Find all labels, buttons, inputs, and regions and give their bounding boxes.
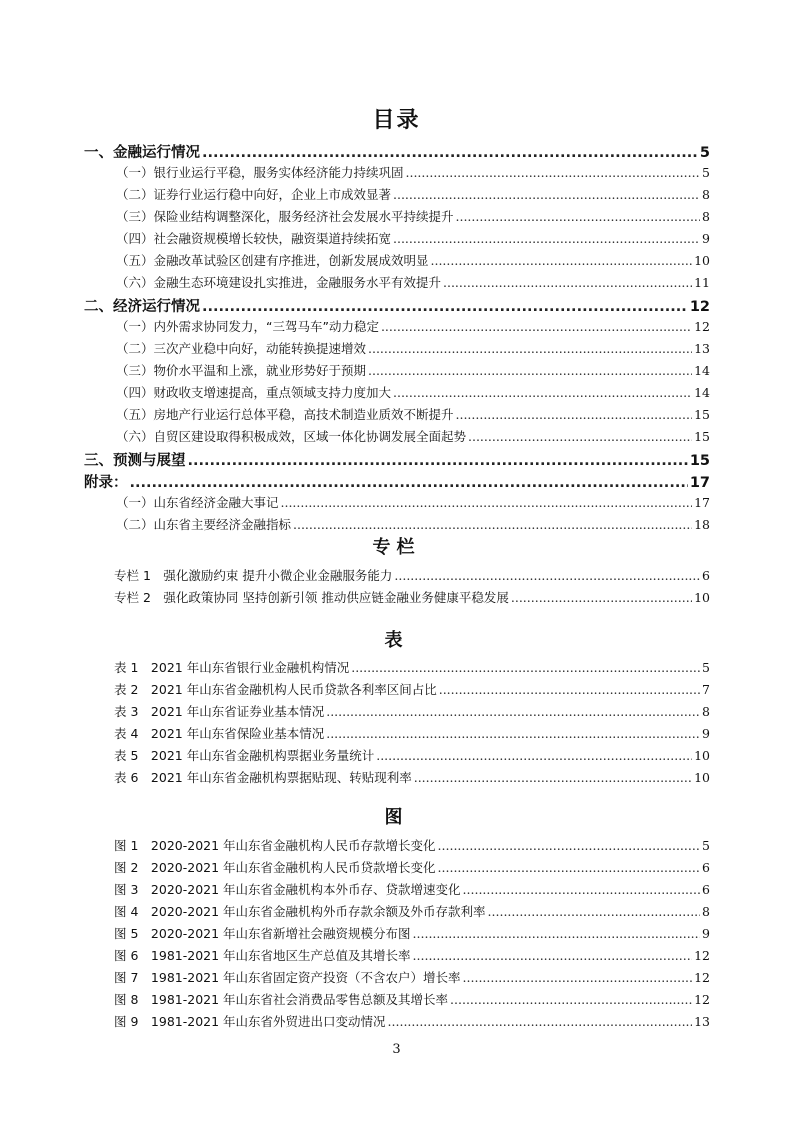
entry-page: 9 (702, 726, 710, 741)
entry-page: 8 (702, 209, 710, 224)
toc-entry[interactable] (84, 229, 710, 251)
entry-label: 附录： (84, 475, 128, 491)
entry-label: 表 1 2021 年山东省银行业金融机构情况 (114, 660, 350, 675)
entry-label: （一）山东省经济金融大事记 (116, 495, 279, 510)
entry-page: 13 (694, 1014, 710, 1029)
entry-page: 8 (702, 904, 710, 919)
entry-label: 图 3 2020-2021 年山东省金融机构本外币存、贷款增速变化 (114, 882, 461, 897)
table-entry[interactable] (84, 724, 710, 746)
columns-list (84, 566, 710, 610)
table-entry[interactable] (84, 680, 710, 702)
leader-dots (326, 726, 700, 741)
entry-label: 表 3 2021 年山东省证券业基本情况 (114, 704, 325, 719)
entry-page: 11 (694, 275, 710, 290)
table-entry[interactable] (84, 658, 710, 680)
leader-dots (202, 145, 698, 161)
leader-dots (393, 187, 700, 202)
leader-dots (463, 882, 701, 897)
entry-page: 5 (702, 838, 710, 853)
toc-entry[interactable] (84, 383, 710, 405)
entry-page: 10 (694, 770, 710, 785)
leader-dots (443, 275, 692, 290)
leader-dots (393, 231, 700, 246)
tables-list (84, 658, 710, 790)
leader-dots (394, 568, 700, 583)
entry-label: （五）房地产行业运行总体平稳，高技术制造业质效不断提升 (116, 407, 454, 422)
entry-page: 15 (689, 453, 710, 469)
leader-dots (456, 407, 693, 422)
columns-title: 专栏 (372, 537, 421, 558)
toc-entry[interactable] (84, 207, 710, 229)
entry-label: 三、预测与展望 (84, 453, 186, 469)
leader-dots (293, 517, 692, 532)
entry-label: （五）金融改革试验区创建有序推进，创新发展成效明显 (116, 253, 429, 268)
entry-label: 表 5 2021 年山东省金融机构票据业务量统计 (114, 748, 375, 763)
table-entry[interactable] (84, 702, 710, 724)
entry-label: 表 6 2021 年山东省金融机构票据贴现、转贴现利率 (114, 770, 412, 785)
entry-page: 8 (702, 187, 710, 202)
tables-title: 表 (384, 630, 409, 651)
leader-dots (463, 970, 693, 985)
entry-label: 图 2 2020-2021 年山东省金融机构人民币贷款增长变化 (114, 860, 436, 875)
entry-page: 8 (702, 704, 710, 719)
entry-page: 17 (689, 475, 710, 491)
leader-dots (368, 341, 692, 356)
entry-label: 专栏 1 强化激励约束 提升小微企业金融服务能力 (114, 568, 393, 583)
leader-dots (413, 926, 701, 941)
leader-dots (388, 1014, 693, 1029)
leader-dots (351, 660, 700, 675)
toc-entry[interactable] (84, 295, 710, 317)
entry-page: 5 (702, 165, 710, 180)
figure-entry[interactable] (84, 968, 710, 990)
entry-label: （三）物价水平温和上涨，就业形势好于预期 (116, 363, 367, 378)
entry-label: 图 7 1981-2021 年山东省固定资产投资（不含农户）增长率 (114, 970, 461, 985)
entry-page: 9 (702, 926, 710, 941)
entry-page: 7 (702, 682, 710, 697)
entry-page: 5 (699, 145, 710, 161)
entry-page: 12 (694, 992, 710, 1007)
figure-entry[interactable] (84, 924, 710, 946)
leader-dots (202, 299, 688, 315)
entry-label: （二）山东省主要经济金融指标 (116, 517, 292, 532)
entry-page: 10 (694, 748, 710, 763)
entry-page: 12 (694, 948, 710, 963)
page-number: 3 (392, 1042, 401, 1057)
entry-label: 图 8 1981-2021 年山东省社会消费品零售总额及其增长率 (114, 992, 449, 1007)
figure-entry[interactable] (84, 880, 710, 902)
entry-label: （六）金融生态环境建设扎实推进，金融服务水平有效提升 (116, 275, 442, 290)
entry-label: （一）银行业运行平稳，服务实体经济能力持续巩固 (116, 165, 404, 180)
entry-label: （一）内外需求协同发力，“三驾马车”动力稳定 (116, 319, 379, 334)
entry-page: 12 (694, 319, 710, 334)
leader-dots (393, 385, 692, 400)
entry-label: 表 2 2021 年山东省金融机构人民币贷款各利率区间占比 (114, 682, 437, 697)
leader-dots (431, 253, 693, 268)
toc-entry[interactable] (84, 163, 710, 185)
toc-entry[interactable] (84, 317, 710, 339)
toc-entry[interactable] (84, 251, 710, 273)
leader-dots (368, 363, 692, 378)
entry-page: 15 (694, 429, 710, 444)
entry-page: 14 (694, 385, 710, 400)
leader-dots (414, 770, 692, 785)
leader-dots (406, 165, 701, 180)
toc-entry[interactable] (84, 449, 710, 471)
figures-title: 图 (384, 807, 409, 828)
leader-dots (439, 682, 700, 697)
entry-label: 图 9 1981-2021 年山东省外贸进出口变动情况 (114, 1014, 386, 1029)
entry-label: （三）保险业结构调整深化，服务经济社会发展水平持续提升 (116, 209, 454, 224)
table-entry[interactable] (84, 746, 710, 768)
entry-label: （四）社会融资规模增长较快，融资渠道持续拓宽 (116, 231, 392, 246)
entry-label: 图 6 1981-2021 年山东省地区生产总值及其增长率 (114, 948, 411, 963)
toc-entry[interactable] (84, 185, 710, 207)
leader-dots (438, 838, 701, 853)
leader-dots (450, 992, 692, 1007)
figure-entry[interactable] (84, 990, 710, 1012)
leader-dots (281, 495, 693, 510)
entry-page: 17 (694, 495, 710, 510)
leader-dots (438, 860, 701, 875)
toc-list (84, 141, 710, 537)
toc-entry[interactable] (84, 339, 710, 361)
entry-page: 6 (702, 882, 710, 897)
entry-label: 表 4 2021 年山东省保险业基本情况 (114, 726, 325, 741)
entry-label: 专栏 2 强化政策协同 坚持创新引领 推动供应链金融业务健康平稳发展 (114, 590, 509, 605)
entry-label: 图 1 2020-2021 年山东省金融机构人民币存款增长变化 (114, 838, 436, 853)
entry-label: 一、金融运行情况 (84, 145, 200, 161)
column-entry[interactable] (84, 588, 710, 610)
table-entry[interactable] (84, 768, 710, 790)
entry-page: 12 (689, 299, 710, 315)
figure-entry[interactable] (84, 902, 710, 924)
toc-entry[interactable] (84, 405, 710, 427)
leader-dots (326, 704, 700, 719)
leader-dots (488, 904, 701, 919)
entry-page: 6 (702, 568, 710, 583)
entry-page: 18 (694, 517, 710, 532)
entry-label: 图 4 2020-2021 年山东省金融机构外币存款余额及外币存款利率 (114, 904, 486, 919)
toc-entry[interactable] (84, 273, 710, 295)
leader-dots (456, 209, 701, 224)
figure-entry[interactable] (84, 836, 710, 858)
entry-page: 10 (694, 253, 710, 268)
entry-page: 9 (702, 231, 710, 246)
leader-dots (130, 475, 688, 491)
entry-page: 5 (702, 660, 710, 675)
entry-page: 12 (694, 970, 710, 985)
entry-label: （四）财政收支增速提高，重点领域支持力度加大 (116, 385, 392, 400)
toc-entry[interactable] (84, 427, 710, 449)
toc-entry[interactable] (84, 361, 710, 383)
entry-label: 图 5 2020-2021 年山东省新增社会融资规模分布图 (114, 926, 411, 941)
entry-label: 二、经济运行情况 (84, 299, 200, 315)
entry-page: 15 (694, 407, 710, 422)
entry-label: （二）证券行业运行稳中向好，企业上市成效显著 (116, 187, 392, 202)
leader-dots (511, 590, 692, 605)
leader-dots (381, 319, 692, 334)
entry-page: 13 (694, 341, 710, 356)
figure-entry[interactable] (84, 946, 710, 968)
entry-label: （二）三次产业稳中向好，动能转换提速增效 (116, 341, 367, 356)
figure-entry[interactable] (84, 1012, 710, 1034)
entry-page: 10 (694, 590, 710, 605)
leader-dots (413, 948, 693, 963)
figure-entry[interactable] (84, 858, 710, 880)
toc-title: 目录 (372, 108, 421, 133)
column-entry[interactable] (84, 566, 710, 588)
leader-dots (468, 429, 692, 444)
leader-dots (376, 748, 692, 763)
entry-label: （六）自贸区建设取得积极成效，区域一体化协调发展全面起势 (116, 429, 467, 444)
leader-dots (188, 453, 688, 469)
toc-entry[interactable] (84, 141, 710, 163)
entry-page: 14 (694, 363, 710, 378)
entry-page: 6 (702, 860, 710, 875)
figures-list (84, 836, 710, 1034)
toc-entry[interactable] (84, 471, 710, 493)
toc-entry[interactable] (84, 493, 710, 515)
